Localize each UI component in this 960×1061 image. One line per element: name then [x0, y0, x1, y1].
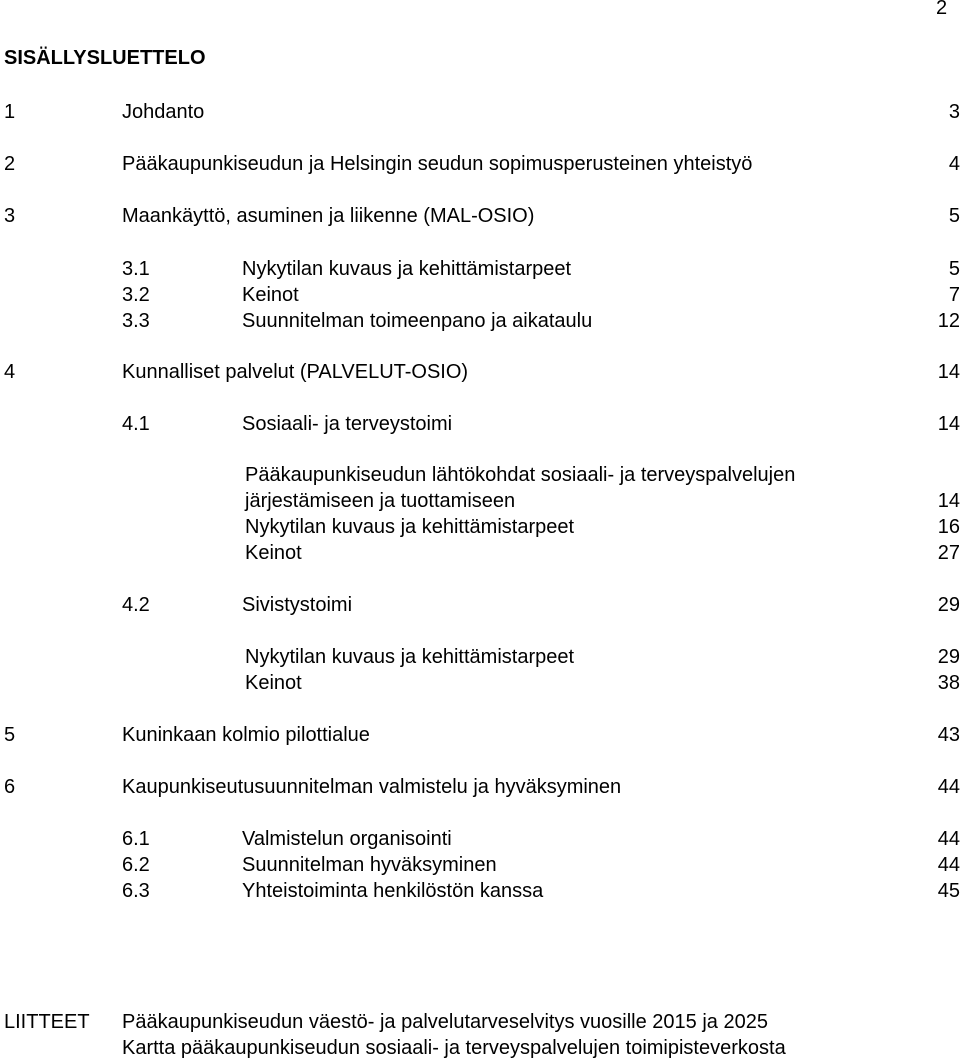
toc-label: Kunnalliset palvelut (PALVELUT-OSIO): [122, 361, 469, 383]
toc-label: Keinot: [245, 542, 302, 564]
toc-label: Maankäyttö, asuminen ja liikenne (MAL-OSIO): [122, 205, 535, 227]
toc-page: 45: [937, 880, 960, 902]
toc-page: 7: [948, 284, 960, 306]
toc-page: 43: [937, 724, 960, 746]
toc-number: 4.1: [122, 413, 150, 435]
toc-page: 44: [937, 776, 960, 798]
toc-page: 44: [937, 854, 960, 876]
toc-number: 3.1: [122, 258, 150, 280]
toc-label: Suunnitelman hyväksyminen: [242, 854, 497, 876]
toc-page: 4: [948, 153, 960, 175]
toc-page: 5: [948, 258, 960, 280]
toc-label: Yhteistoiminta henkilöstön kanssa: [242, 880, 544, 902]
toc-number: 3.2: [122, 284, 150, 306]
toc-label: Kaupunkiseutusuunnitelman valmistelu ja hyväksyminen: [122, 776, 622, 798]
toc-page: 14: [937, 413, 960, 435]
toc-page: 27: [937, 542, 960, 564]
toc-page: 16: [937, 516, 960, 538]
toc-page: 14: [937, 490, 960, 512]
toc-label: Keinot: [242, 284, 299, 306]
toc-number: 2: [4, 153, 16, 175]
toc-label: Keinot: [245, 672, 302, 694]
toc-label: Pääkaupunkiseudun ja Helsingin seudun sopimusperusteinen yhteistyö: [122, 153, 753, 175]
toc-label: Nykytilan kuvaus ja kehittämistarpeet: [245, 646, 575, 668]
toc-page: 29: [937, 594, 960, 616]
toc-page: 5: [948, 205, 960, 227]
toc-label: Johdanto: [122, 101, 205, 123]
toc-label: Valmistelun organisointi: [242, 828, 452, 850]
toc-page: 29: [937, 646, 960, 668]
page-number: 2: [936, 0, 948, 19]
toc-number: 5: [4, 724, 16, 746]
toc-page: 3: [948, 101, 960, 123]
toc-label: Nykytilan kuvaus ja kehittämistarpeet: [245, 516, 575, 538]
toc-label: Sosiaali- ja terveystoimi: [242, 413, 453, 435]
toc-number: 3.3: [122, 310, 150, 332]
toc-label-continued: järjestämiseen ja tuottamiseen: [245, 490, 516, 512]
toc-number: 6.2: [122, 854, 150, 876]
toc-page: 44: [937, 828, 960, 850]
toc-label: Suunnitelman toimeenpano ja aikataulu: [242, 310, 593, 332]
toc-number: 6.1: [122, 828, 150, 850]
page-title: SISÄLLYSLUETTELO: [4, 47, 206, 69]
appendix-item: Pääkaupunkiseudun väestö- ja palvelutarveselvitys vuosille 2015 ja 2025: [122, 1011, 768, 1033]
appendices-heading: LIITTEET: [4, 1011, 90, 1033]
toc-number: 1: [4, 101, 16, 123]
toc-label: Pääkaupunkiseudun lähtökohdat sosiaali- ja terveyspalvelujen: [245, 464, 796, 486]
toc-number: 4.2: [122, 594, 150, 616]
toc-number: 6: [4, 776, 16, 798]
toc-number: 3: [4, 205, 16, 227]
appendix-item: Kartta pääkaupunkiseudun sosiaali- ja terveyspalvelujen toimipisteverkosta: [122, 1037, 786, 1059]
toc-page: 12: [937, 310, 960, 332]
toc-label: Kuninkaan kolmio pilottialue: [122, 724, 370, 746]
toc-number: 6.3: [122, 880, 150, 902]
toc-label: Nykytilan kuvaus ja kehittämistarpeet: [242, 258, 572, 280]
toc-label: Sivistystoimi: [242, 594, 353, 616]
toc-page: 38: [937, 672, 960, 694]
toc-number: 4: [4, 361, 16, 383]
toc-page: 14: [937, 361, 960, 383]
